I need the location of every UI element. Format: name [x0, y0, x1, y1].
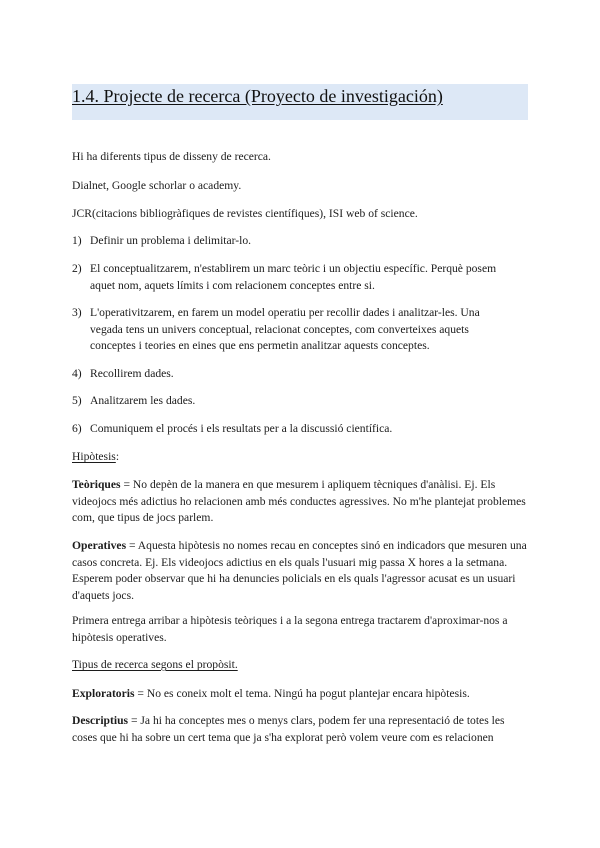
exploratoris-paragraph	[72, 686, 528, 703]
list-text: Analitzarem les dades.	[90, 394, 196, 407]
operatives-term: Operatives	[72, 539, 127, 552]
teoriques-text: = No depèn de la manera en que mesurem i apliquem tècniques d'anàlisi. Ej. Els videojocs més adictius ho relacionen amb més conductes agressives. No m'he plantejat problemes com, que tipus de jocs parlem.	[72, 478, 526, 525]
list-text: Comuniquem el procés i els resultats per a la discussió científica.	[90, 422, 393, 435]
list-text: Definir un problema i delimitar-lo.	[90, 234, 252, 247]
descriptius-text: = Ja hi ha conceptes mes o menys clars, podem fer una representació de totes les coses que hi ha sobre un cert tema que ja s'ha explorat però volem veure com es relacionen	[72, 714, 505, 744]
delivery-paragraph: Primera entrega arribar a hipòtesis teòriques i a la segona entrega tractarem d'aproximar-nos a hipòtesis operatives.	[72, 614, 508, 644]
hypotheses-title: Hipòtesis	[72, 450, 116, 463]
operatives-text: = Aquesta hipòtesis no nomes recau en conceptes sinó en indicadors que mesuren una casos concreta. Ej. Els videojocs adictius en els quals l'usuari mig passa X hores a la setmana. Esperem poder observar que hi ha denuncies policials en els quals l'agressor acusat es un usuari d'aquets jocs.	[72, 539, 527, 602]
jcr-paragraph: JCR(citacions bibliogràfiques de revistes científiques), ISI web of science.	[72, 207, 418, 220]
list-text: Recollirem dades.	[90, 367, 174, 380]
list-number: 3)	[72, 306, 82, 319]
list-number: 1)	[72, 234, 82, 247]
list-number: 2)	[72, 262, 82, 275]
descriptius-paragraph	[72, 713, 528, 746]
exploratoris-text: = No es coneix molt el tema. Ningú ha pogut plantejar encara hipòtesis.	[134, 687, 470, 700]
teoriques-paragraph	[72, 477, 528, 527]
list-text: El conceptualitzarem, n'establirem un marc teòric i un objectiu específic. Perquè posem aquet nom, aquets límits i com relacionem conceptes entre si.	[90, 262, 497, 292]
list-text: L'operativitzarem, en farem un model operatiu per recollir dades i analitzar-les. Una vegada tens un univers conceptual, relacionat conceptes, com converteixes aquets conceptes i teories en eines que ens permetin analitzar aquests conceptes.	[90, 306, 480, 353]
list-number: 4)	[72, 367, 82, 380]
descriptius-term: Descriptius	[72, 714, 129, 727]
list-number: 5)	[72, 394, 82, 407]
sources-paragraph: Dialnet, Google schorlar o academy.	[72, 179, 242, 192]
research-types-heading: Tipus de recerca segons el propòsit.	[72, 658, 238, 671]
list-number: 6)	[72, 422, 82, 435]
intro-paragraph: Hi ha diferents tipus de disseny de recerca.	[72, 150, 271, 163]
hypotheses-heading: Hipòtesis:	[72, 450, 120, 463]
operatives-paragraph	[72, 538, 528, 604]
exploratoris-term: Exploratoris	[72, 687, 135, 700]
section-heading: 1.4. Projecte de recerca (Proyecto de investigación)	[72, 86, 443, 106]
teoriques-term: Teòriques	[72, 478, 121, 491]
